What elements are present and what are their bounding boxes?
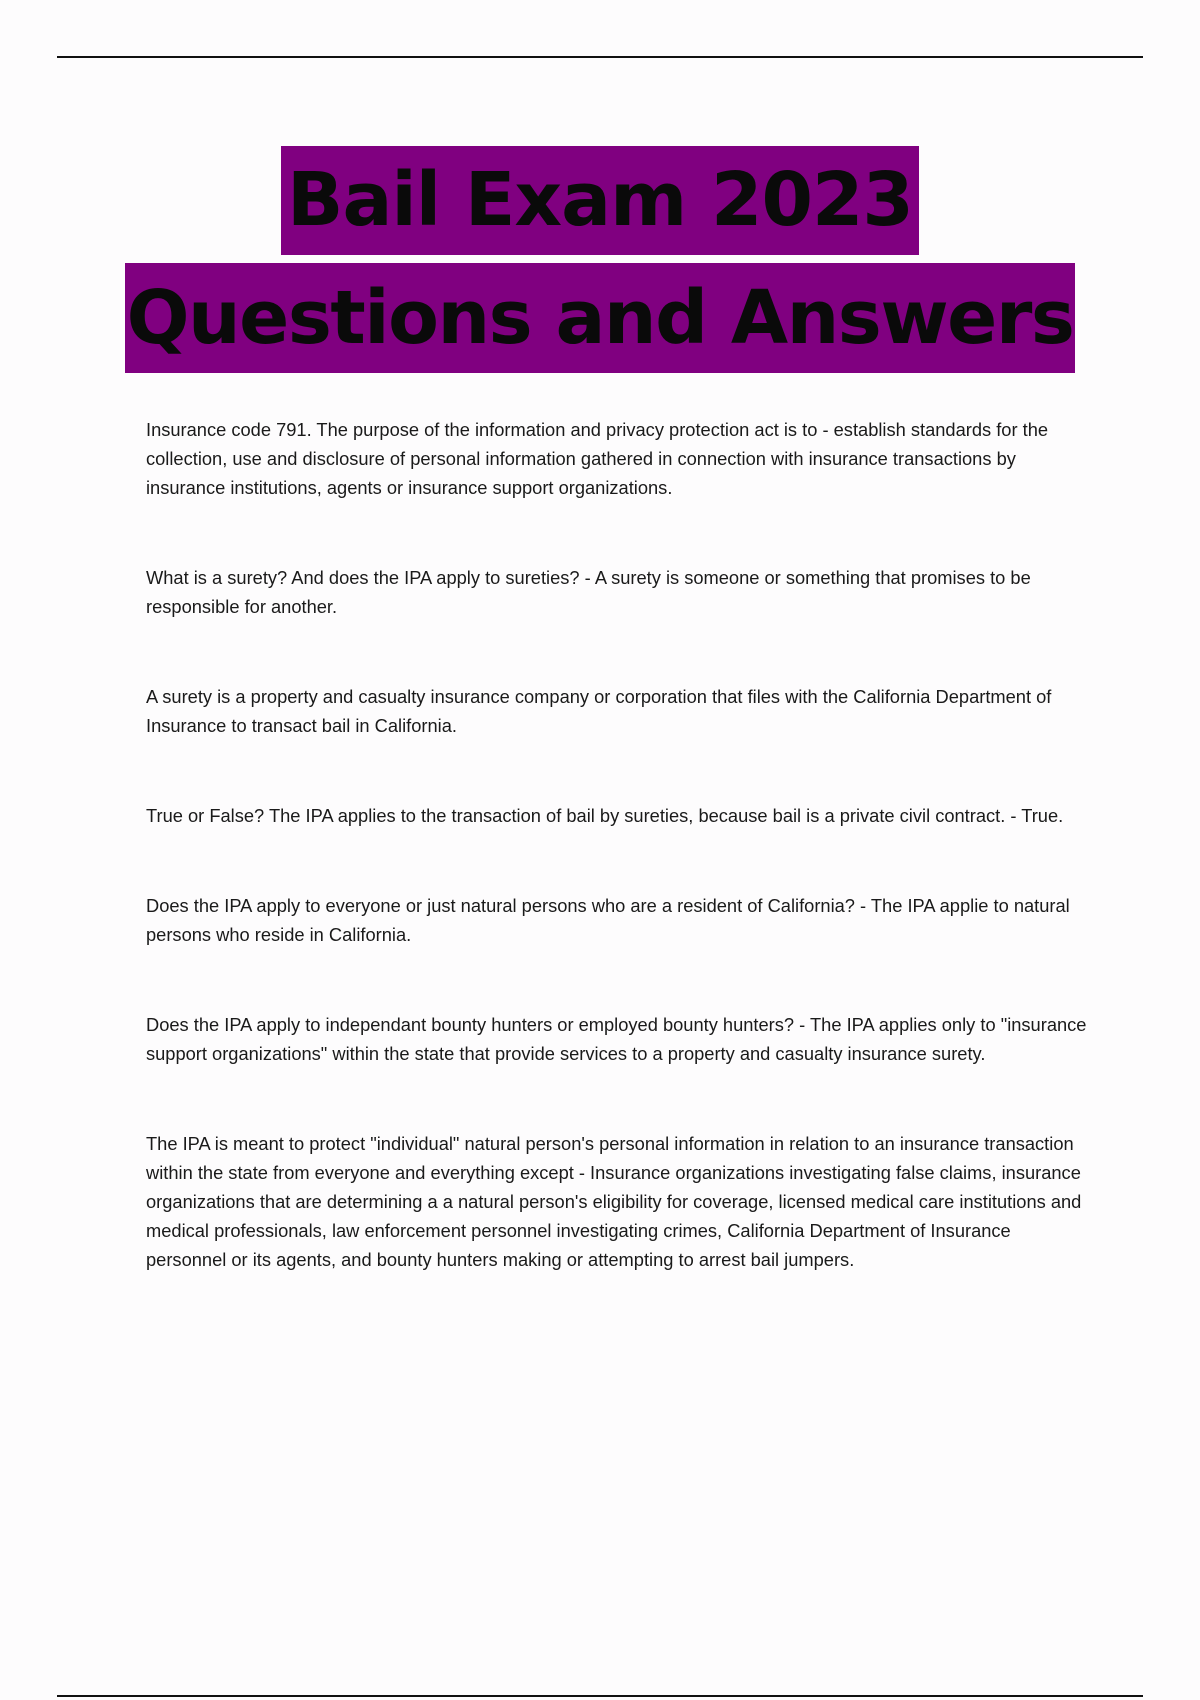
qa-entry-5: Does the IPA apply to everyone or just natural persons who are a resident of California? - The IPA applie to natural persons who reside in California. — [146, 895, 1070, 945]
qa-entry-1: Insurance code 791. The purpose of the information and privacy protection act is to - establish standards for the collection, use and disclosure of personal information gathered in connection with insurance transactions by insurance institutions, agents or insurance support organizations. — [146, 419, 1049, 498]
bottom-rule — [57, 1695, 1143, 1697]
qa-entry-7: The IPA is meant to protect "individual" natural person's personal information in relation to an insurance transaction within the state from everyone and everything except - Insurance organizations investigating false claims, insurance organizations that are determining a a natural person's eligibility for coverage, licensed medical care institutions and medical professionals, law enforcement personnel investigating crimes, California Department of Insurance personnel or its agents, and bounty hunters making or attempting to arrest bail jumpers. — [146, 1133, 1082, 1270]
top-rule — [57, 56, 1143, 58]
qa-entry-4: True or False? The IPA applies to the transaction of bail by sureties, because bail is a private civil contract. - True. — [146, 805, 1064, 826]
qa-entry-2: What is a surety? And does the IPA apply to sureties? - A surety is someone or something that promises to be responsible for another. — [146, 567, 1031, 617]
qa-list — [146, 415, 1094, 1274]
document-title — [0, 146, 1200, 373]
title-line-2: Questions and Answers — [125, 263, 1076, 373]
title-line-1: Bail Exam 2023 — [281, 146, 919, 255]
qa-entry-3: A surety is a property and casualty insurance company or corporation that files with the California Department of Insurance to transact bail in California. — [146, 686, 1052, 736]
qa-entry-6: Does the IPA apply to independant bounty hunters or employed bounty hunters? - The IPA applies only to "insurance support organizations" within the state that provide services to a property and casualty insurance surety. — [146, 1014, 1087, 1064]
